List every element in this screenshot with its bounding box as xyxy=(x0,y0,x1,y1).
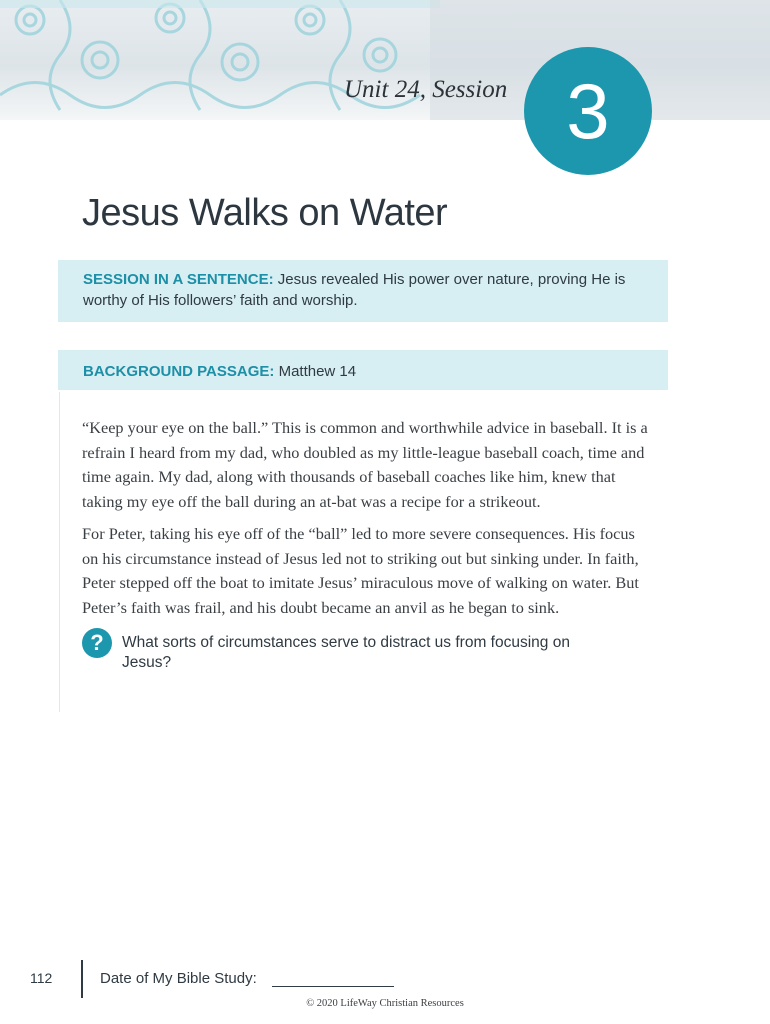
margin-rule xyxy=(59,392,60,712)
question-mark-icon xyxy=(82,628,112,658)
session-number-badge xyxy=(524,47,652,175)
session-number: 3 xyxy=(566,66,610,155)
page-title: Jesus Walks on Water xyxy=(82,192,448,234)
body-paragraph-1: “Keep your eye on the ball.” This is common and worthwhile advice in baseball. It is a refrain I heard from my dad, who doubled as my little-league baseball coach, time and time again. My dad, along with thousands of baseball coaches like him, knew that taking my eye off the ball during an at-bat was a recipe for a strikeout. xyxy=(82,418,648,511)
date-label: Date of My Bible Study: xyxy=(100,970,257,987)
unit-session-label: Unit 24, Session xyxy=(344,76,508,103)
background-passage-box xyxy=(58,350,668,390)
background-passage-text: Matthew 14 xyxy=(274,363,357,380)
session-sentence-label: SESSION IN A SENTENCE: xyxy=(83,271,274,288)
page-number: 112 xyxy=(30,970,53,986)
background-passage-label: BACKGROUND PASSAGE: xyxy=(83,363,275,380)
footer-divider xyxy=(81,960,83,998)
session-sentence-text: Jesus revealed His power over nature, proving He is worthy of His followers’ faith and worship. xyxy=(83,271,626,309)
session-sentence-box xyxy=(58,260,668,322)
date-fill-line xyxy=(272,986,394,987)
discussion-question: What sorts of circumstances serve to distract us from focusing on Jesus? xyxy=(122,634,570,671)
body-paragraph-2: For Peter, taking his eye off of the “ball” led to more severe consequences. His focus on his circumstance instead of Jesus led not to striking out but sinking under. In faith, Peter stepped off the boat to imitate Jesus’ miraculous move of walking on water. But Peter’s faith was frail, and his doubt became an anvil as he began to sink. xyxy=(82,524,639,617)
question-symbol: ? xyxy=(90,630,104,655)
copyright-notice: © 2020 LifeWay Christian Resources xyxy=(306,998,464,1009)
